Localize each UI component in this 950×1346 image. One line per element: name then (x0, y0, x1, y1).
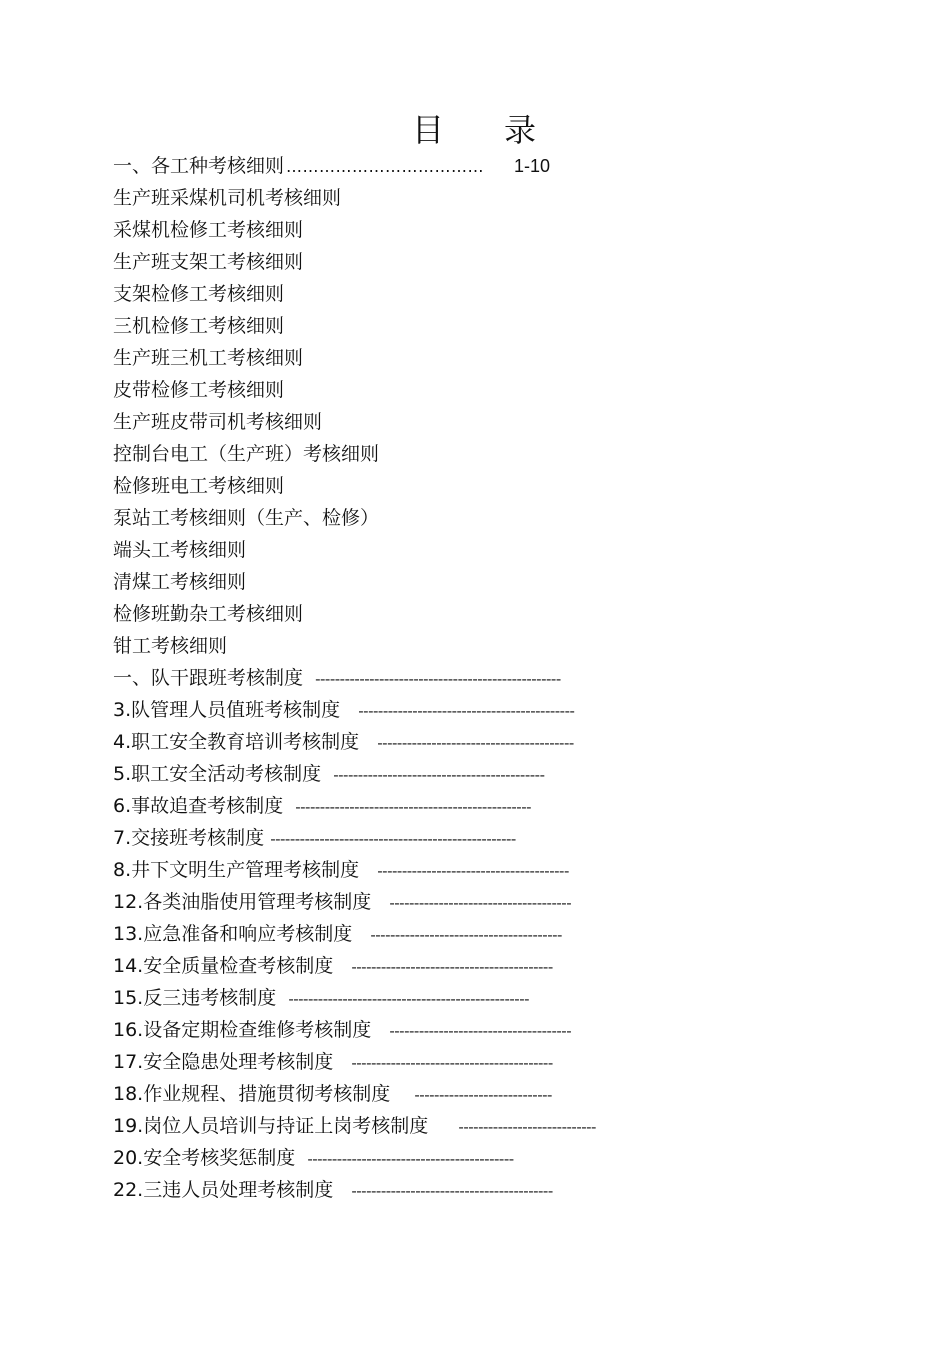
toc-entry-label: 20.安全考核奖惩制度 (113, 1147, 296, 1169)
toc-sub-item[interactable] (113, 246, 813, 278)
toc-policy-entry[interactable] (113, 1046, 813, 1078)
toc-dash-leader: ----------------------------------------- (351, 1054, 553, 1072)
toc-entry-label: 生产班三机工考核细则 (113, 347, 304, 369)
toc-entry-section-1[interactable] (113, 150, 813, 182)
toc-entry-label: 5.职工安全活动考核制度 (113, 763, 322, 785)
toc-policy-entry[interactable] (113, 1174, 813, 1206)
toc-entry-label: 12.各类油脂使用管理考核制度 (113, 891, 372, 913)
toc-entry-label: 17.安全隐患处理考核制度 (113, 1051, 334, 1073)
toc-dash-leader: ---------------------------------------- (377, 734, 574, 752)
toc-entry-label: 生产班皮带司机考核细则 (113, 411, 323, 433)
toc-entry-label: 18.作业规程、措施贯彻考核制度 (113, 1083, 391, 1105)
toc-entry-label: 支架检修工考核细则 (113, 283, 285, 305)
title-char-2: 录 (504, 111, 539, 149)
toc-sub-item[interactable] (113, 278, 813, 310)
toc-dash-leader: -------------------------------------------------- (270, 830, 516, 848)
toc-sub-item[interactable] (113, 182, 813, 214)
toc-sub-item[interactable] (113, 502, 813, 534)
toc-sub-item[interactable] (113, 214, 813, 246)
toc-policy-entry[interactable] (113, 1142, 813, 1174)
toc-policy-entry[interactable] (113, 886, 813, 918)
toc-policy-entry[interactable] (113, 854, 813, 886)
toc-entry-label: 16.设备定期检查维修考核制度 (113, 1019, 372, 1041)
toc-page-number: 1-10 (514, 156, 551, 176)
toc-entry-label: 清煤工考核细则 (113, 571, 247, 593)
toc-entry-label: 钳工考核细则 (113, 635, 228, 657)
toc-dash-leader: ------------------------------------- (389, 1022, 572, 1040)
toc-dash-leader: ------------------------------------------ (307, 1150, 514, 1168)
toc-policy-entry[interactable] (113, 758, 813, 790)
toc-policy-entry[interactable] (113, 822, 813, 854)
toc-policy-entry[interactable] (113, 918, 813, 950)
toc-policy-entry[interactable] (113, 1078, 813, 1110)
toc-entry-label: 8.井下文明生产管理考核制度 (113, 859, 360, 881)
toc-entry-label: 一、各工种考核细则 (113, 155, 285, 177)
toc-dash-leader: ------------------------------------------------ (295, 798, 532, 816)
toc-dash-leader: --------------------------------------- (377, 862, 569, 880)
toc-dash-leader: ----------------------------------------- (351, 958, 553, 976)
toc-entry-label: 端头工考核细则 (113, 539, 247, 561)
toc-entry-label: 22.三违人员处理考核制度 (113, 1179, 334, 1201)
toc-entry-label: 检修班勤杂工考核细则 (113, 603, 304, 625)
toc-sub-item[interactable] (113, 534, 813, 566)
toc-policy-entry[interactable] (113, 950, 813, 982)
toc-dash-leader: -------------------------------------------------- (315, 670, 561, 688)
toc-sub-item[interactable] (113, 598, 813, 630)
toc-entry-label: 控制台电工（生产班）考核细则 (113, 443, 380, 465)
toc-entry-label: 采煤机检修工考核细则 (113, 219, 304, 241)
toc-entry-label: 4.职工安全教育培训考核制度 (113, 731, 360, 753)
toc-dash-leader: --------------------------------------- (370, 926, 562, 944)
toc-entry-label: 三机检修工考核细则 (113, 315, 285, 337)
toc-policy-entry[interactable] (113, 1110, 813, 1142)
toc-dash-leader: ----------------------------------------- (351, 1182, 553, 1200)
toc-sub-item[interactable] (113, 438, 813, 470)
toc-dash-leader: ---------------------------- (414, 1086, 552, 1104)
toc-sub-item[interactable] (113, 566, 813, 598)
toc-policy-entry[interactable] (113, 790, 813, 822)
toc-sub-item[interactable] (113, 342, 813, 374)
toc-entry-label: 检修班电工考核细则 (113, 475, 285, 497)
toc-entry-label: 6.事故追查考核制度 (113, 795, 284, 817)
toc-entry-label: 14.安全质量检查考核制度 (113, 955, 334, 977)
toc-sub-item[interactable] (113, 630, 813, 662)
toc-entry-label: 泵站工考核细则（生产、检修） (113, 507, 380, 529)
toc-entry-label: 3.队管理人员值班考核制度 (113, 699, 341, 721)
toc-entry-label: 一、队干跟班考核制度 (113, 667, 304, 689)
toc-sub-item[interactable] (113, 374, 813, 406)
toc-entry-label: 19.岗位人员培训与持证上岗考核制度 (113, 1115, 429, 1137)
toc-dash-leader: ------------------------------------------------- (288, 990, 530, 1008)
toc-dot-leader: ……………………………… (286, 157, 485, 176)
toc-policy-entry[interactable] (113, 982, 813, 1014)
table-of-contents (113, 150, 813, 1206)
toc-sub-item[interactable] (113, 406, 813, 438)
toc-entry-label: 生产班支架工考核细则 (113, 251, 304, 273)
toc-dash-leader: -------------------------------------------- (358, 702, 575, 720)
title-char-1: 目 (411, 111, 446, 149)
toc-dash-leader: ------------------------------------------- (333, 766, 545, 784)
page-title (0, 108, 950, 152)
toc-policy-entry[interactable] (113, 1014, 813, 1046)
toc-entry-label: 13.应急准备和响应考核制度 (113, 923, 353, 945)
toc-entry-label: 皮带检修工考核细则 (113, 379, 285, 401)
toc-entry-label: 生产班采煤机司机考核细则 (113, 187, 342, 209)
toc-dash-leader: ---------------------------- (458, 1118, 596, 1136)
toc-sub-item[interactable] (113, 310, 813, 342)
toc-sub-item[interactable] (113, 470, 813, 502)
toc-entry-label: 7.交接班考核制度 (113, 827, 265, 849)
toc-policy-entry[interactable] (113, 694, 813, 726)
toc-policy-entry[interactable] (113, 662, 813, 694)
toc-policy-entry[interactable] (113, 726, 813, 758)
toc-entry-label: 15.反三违考核制度 (113, 987, 277, 1009)
toc-dash-leader: ------------------------------------- (389, 894, 572, 912)
